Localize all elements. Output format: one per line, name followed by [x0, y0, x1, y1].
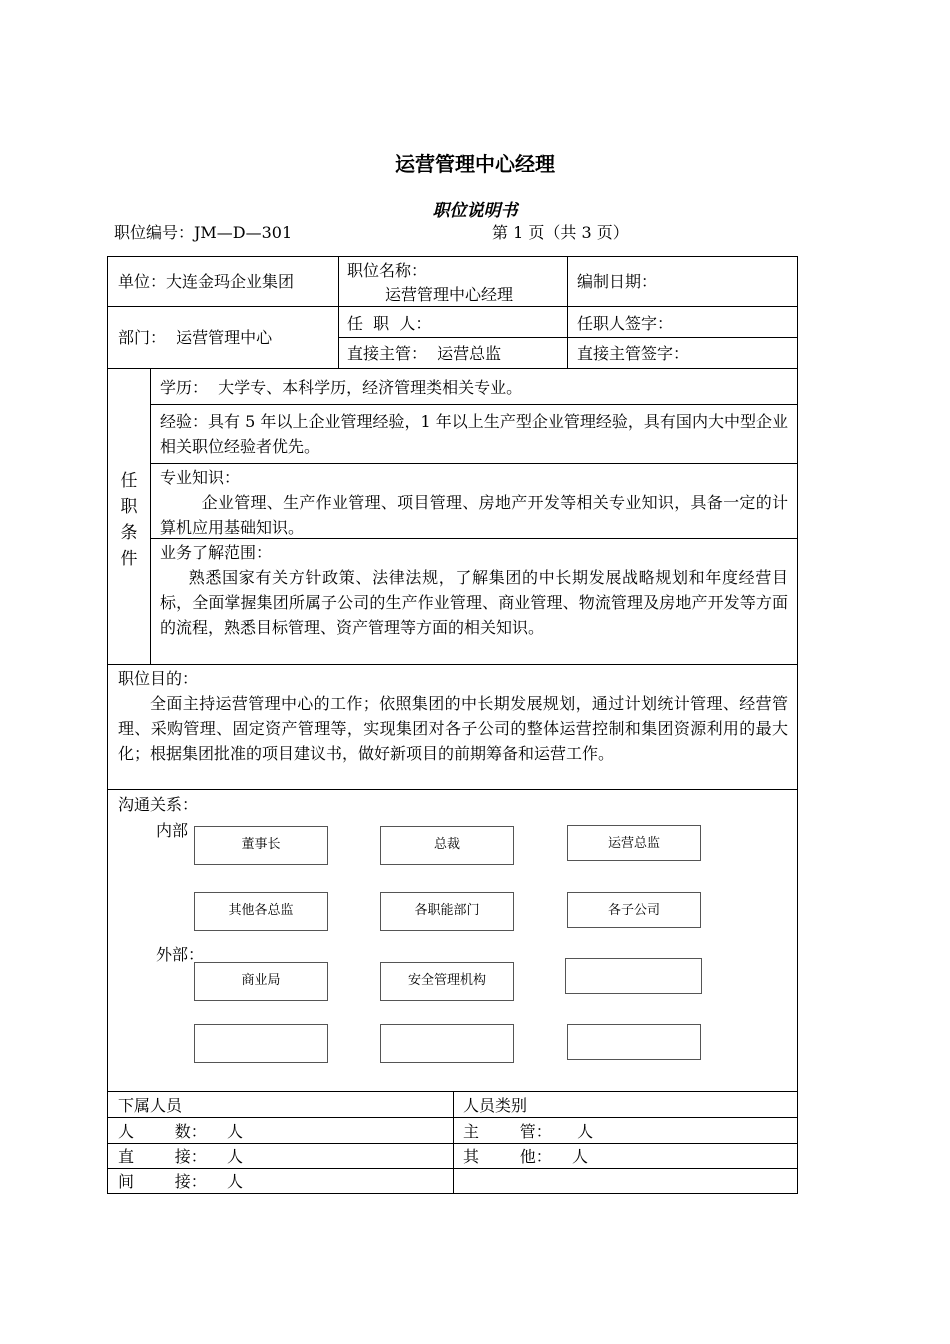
external-label: 外部： — [156, 945, 205, 964]
external-box-blank — [380, 1024, 514, 1063]
internal-box-functional-departments: 各职能部门 — [380, 892, 514, 931]
experience-text: 经验：具有 5 年以上企业管理经验，1 年以上生产型企业管理经验，具有国内大中型企业相关职位经验者优先。 — [160, 412, 788, 456]
external-box-blank — [194, 1024, 328, 1063]
business-scope-text: 熟悉国家有关方针政策、法律法规，了解集团的中长期发展战略规划和年度经营目标，全面掌握集团所属子公司的生产作业管理、商业管理、物流管理及房地产开发等方面的流程，熟悉目标管理、资产管理等方面的相关知识。 — [160, 568, 788, 637]
education-text: 学历： 大学专、本科学历，经济管理类相关专业。 — [160, 378, 523, 397]
purpose-label: 职位目的： — [118, 669, 199, 688]
internal-box-chairman: 董事长 — [194, 826, 328, 865]
staff-count: 人 数： 人 — [118, 1122, 244, 1141]
document-title: 运营管理中心经理 — [395, 152, 555, 176]
document-subtitle: 职位说明书 — [432, 201, 518, 221]
staff-other: 其 他： 人 — [463, 1147, 589, 1166]
internal-box-other-directors: 其他各总监 — [194, 892, 328, 931]
internal-box-operations-director: 运营总监 — [567, 825, 701, 861]
subordinates-label: 下属人员 — [118, 1096, 183, 1115]
supervisor-sign-label: 直接主管签字： — [577, 344, 690, 363]
staff-category-label: 人员类别 — [463, 1096, 528, 1115]
holder-sign-label: 任职人签字： — [577, 314, 674, 333]
supervisor-cell: 直接主管： 运营总监 — [347, 344, 502, 363]
staff-managers: 主 管： 人 — [463, 1122, 594, 1141]
staff-direct: 直 接： 人 — [118, 1147, 244, 1166]
qualifications-side-label: 任 职 条 件 — [120, 471, 138, 569]
page-indicator: 第 1 页（共 3 页） — [492, 223, 629, 242]
external-box-blank — [565, 958, 702, 994]
holder-label: 任 职 人： — [347, 314, 432, 333]
unit-cell: 单位：大连金玛企业集团 — [118, 272, 295, 291]
internal-box-subsidiaries: 各子公司 — [567, 892, 701, 928]
position-name-value: 运营管理中心经理 — [385, 285, 514, 304]
internal-box-president: 总裁 — [380, 826, 514, 865]
business-scope-label: 业务了解范围： — [160, 543, 273, 562]
external-box-blank — [567, 1024, 701, 1060]
external-box-safety-agency: 安全管理机构 — [380, 962, 514, 1001]
position-code: 职位编号：JM—D—301 — [114, 223, 293, 242]
knowledge-label: 专业知识： — [160, 468, 241, 487]
purpose-text: 全面主持运营管理中心的工作；依照集团的中长期发展规划，通过计划统计管理、经营管理、采购管理、固定资产管理等，实现集团对各子公司的整体运营控制和集团资源利用的最大化；根据集团批准的项目建议书，做好新项目的前期筹备和运营工作。 — [118, 694, 788, 763]
communication-label: 沟通关系： — [118, 795, 199, 814]
staff-indirect: 间 接： 人 — [118, 1172, 244, 1191]
department-cell: 部门： 运营管理中心 — [118, 328, 273, 347]
internal-label: 内部 — [156, 821, 189, 840]
knowledge-text: 企业管理、生产作业管理、项目管理、房地产开发等相关专业知识，具备一定的计算机应用基础知识。 — [160, 493, 788, 537]
date-label: 编制日期： — [577, 272, 658, 291]
external-box-commerce-bureau: 商业局 — [194, 962, 328, 1001]
position-name-label: 职位名称： — [347, 261, 428, 280]
